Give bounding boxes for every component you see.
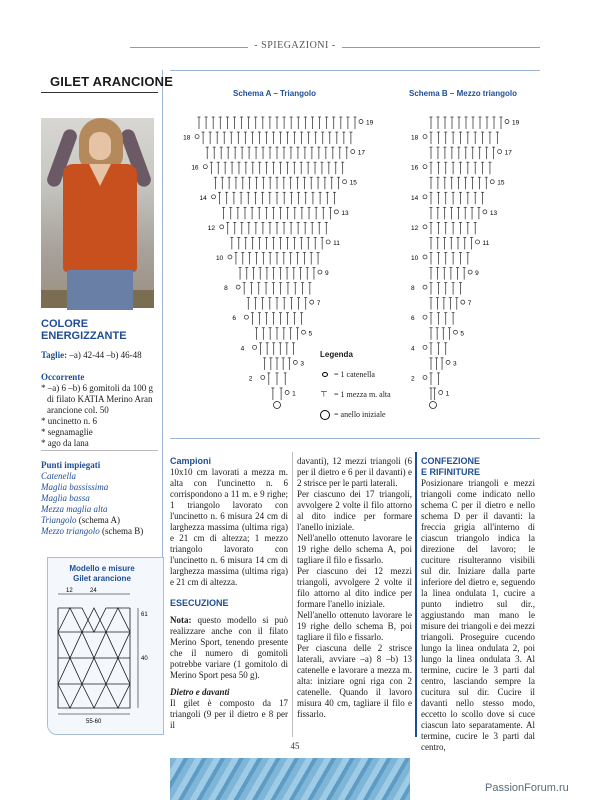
row-number: 14 (199, 194, 207, 202)
scheme-row (198, 117, 374, 129)
scheme-row (430, 147, 513, 159)
row-number: 7 (467, 300, 472, 308)
scheme-row (239, 268, 329, 280)
taglie: Taglie: –a) 42-44 –b) 46-48 (41, 350, 142, 360)
main-top-rule (170, 70, 540, 71)
scheme-row (411, 162, 491, 174)
measure-12: 12 (66, 588, 73, 594)
instructions-top-rule (170, 438, 540, 439)
row-number: 10 (411, 255, 419, 262)
section-header: - SPIEGAZIONI - (0, 40, 590, 51)
model-measures-title: Modello e misure Gilet arancione (69, 564, 135, 583)
model-photo (41, 118, 154, 308)
row-number: 6 (411, 315, 415, 323)
scheme-row (241, 343, 295, 355)
row-number: 11 (482, 239, 490, 247)
row-number: 15 (349, 179, 357, 187)
scheme-row (232, 313, 303, 325)
column-campioni: Campioni 10x10 cm lavorati a mezza m. alta con l'uncinetto n. 6 corrispondono a 11 m. e 9 righe; 1 triangolo lavorato con l'uncinetto n. 6 misura 24 cm di larghezza massima (ultima riga) e 21 cm di altezza; 1 mezzo triangolo lavorato con l'uncinetto n. 6 misura 14 cm di larghezza massima (ultima riga) e 21 cm di altezza. ESECUZIONE Nota: questo modello si può realizzare anche con il filato Merino Sport, tenendo presente che il numero di gomitoli potrebbe variare (1 gomitolo di Merino Sport pesa 50 g). Dietro e davanti Il gilet è composto da 17 triangoli (9 per il dietro e 8 per il (170, 456, 288, 730)
row-number: 14 (411, 194, 419, 202)
legend: Legenda = 1 catenella ┬ = 1 mezza m. alta = anello iniziale (320, 350, 391, 419)
row-number: 12 (411, 224, 419, 232)
watermark: PassionForum.ru (485, 782, 569, 794)
row-number: 18 (411, 134, 419, 142)
measure-55-60: 55-60 (86, 719, 102, 725)
scheme-row (206, 147, 366, 159)
row-number: 15 (497, 179, 505, 187)
scheme-row (249, 373, 287, 385)
row-number: 18 (183, 134, 191, 142)
row-number: 4 (240, 345, 245, 353)
pattern-title: GILET ARANCIONE (50, 74, 174, 89)
scheme-row (430, 237, 490, 249)
measure-61: 61 (141, 612, 148, 618)
row-number: 1 (292, 390, 296, 398)
scheme-row (411, 252, 469, 264)
scheme-row (216, 252, 320, 264)
scheme-row (411, 222, 477, 234)
scheme-row (430, 328, 465, 340)
scheme-row (200, 192, 336, 204)
row-number: 2 (248, 375, 253, 383)
column-triangoli: davanti), 12 mezzi triangoli (6 per il dietro e 6 per il davanti) e 2 strisce per le parti laterali. Per ciascuno dei 17 triangoli, avvolgere 2 volte il filo attorno al dito indice per formare l'anello iniziale. Nell'anello ottenuto lavorare le 19 righe dello schema A, poi tagliare il filo e fissarlo. Per ciascuno dei 12 mezzi triangoli, avvolgere 2 volte il filo attorno al dito indice per formare l'anello iniziale. Nell'anello ottenuto lavorare le 19 righe dello schema B, poi tagliare il filo e fissarlo. Per ciascuna delle 2 strisce laterali, avviare –a) 8 –b) 13 catenelle e lavorare a mezza m. alta: iniziare ogni riga con 2 catenelle. Quando il lavoro misura 40 cm, tagliare il filo e fissarlo. (297, 456, 412, 719)
scheme-row (191, 162, 344, 174)
row-number: 9 (475, 270, 479, 278)
scheme-row (430, 207, 498, 219)
scheme-row (430, 298, 472, 310)
row-number: 9 (324, 270, 329, 278)
scheme-row (230, 237, 340, 249)
row-number: 12 (207, 224, 215, 232)
title-rule (41, 92, 158, 93)
scheme-row (411, 343, 447, 355)
column-separator-accent (415, 452, 417, 737)
magic-ring (430, 402, 437, 409)
row-number: 8 (411, 285, 415, 293)
occorrente: Occorrente * –a) 6 –b) 6 gomitoli da 100 g di filato KATIA Merino Aran arancione col. 50 * uncinetto n. 6 * segnamaglie * ago da lana (41, 372, 153, 448)
row-number: 10 (215, 255, 224, 262)
scheme-row (411, 132, 499, 144)
row-number: 2 (411, 375, 415, 383)
measure-24: 24 (90, 588, 97, 594)
scheme-row (247, 298, 321, 310)
row-number: 3 (300, 360, 304, 368)
colore-heading: COLORE ENERGIZZANTE (41, 318, 127, 342)
punti-impiegati: Punti impiegati Catenella Maglia bassissima Maglia bassa Mezza maglia alta Triangolo (schema A) Mezzo triangolo (schema B) (41, 460, 144, 536)
scheme-row (214, 177, 357, 189)
row-number: 5 (460, 330, 465, 338)
magic-ring (274, 402, 281, 409)
row-number: 17 (504, 149, 512, 157)
scheme-row (271, 388, 296, 400)
scheme-row (208, 222, 328, 234)
page-number: 45 (290, 741, 300, 751)
yarn-swatch-image (170, 758, 410, 800)
schema-b-half-triangle (395, 100, 545, 420)
schema-b-title: Schema B – Mezzo triangolo (409, 89, 518, 98)
row-number: 5 (308, 330, 313, 338)
scheme-row (430, 177, 505, 189)
measure-40: 40 (141, 656, 148, 662)
row-number: 4 (411, 345, 415, 353)
scheme-row (411, 192, 484, 204)
row-number: 1 (445, 390, 450, 398)
row-number: 8 (224, 285, 228, 293)
row-number: 16 (411, 164, 419, 172)
row-number: 3 (453, 360, 457, 368)
schema-a-title: Schema A – Triangolo (233, 89, 316, 98)
garment-schematic (50, 588, 162, 725)
row-number: 16 (191, 164, 199, 172)
scheme-row (430, 117, 520, 129)
column-confezione: CONFEZIONE E RIFINITURE Posizionare triangoli e mezzi triangoli come indicato nello schema C per il dietro e nello schema D per il davanti: la freccia grigia all'interno di ciascun triangolo indica la direzione del lavoro; le cuciture risulteranno visibili sul dir. Iniziare dalla parte inferiore del dietro e, seguendo la linea ondulata 1, cucire a punto indietro sul dir., aggiustando man mano le misure dei triangoli e dei mezzi triangoli. Proseguire cucendo lungo la linea ondulata 2, poi lungo la linea ondulata 3. Al termine, cucire le 3 parti dal centro, lasciando sempre la cucitura sul dir. Cucire il davanti nello stesso modo, eccetto lo scollo dove si cuce ciascun lato separatamente. Al termine, cucire le 3 parti dal centro, (421, 456, 535, 752)
scheme-row (224, 283, 311, 295)
row-number: 13 (341, 209, 349, 217)
row-number: 6 (232, 315, 236, 323)
sidebar-rule (41, 450, 158, 451)
row-number: 19 (366, 119, 374, 127)
row-number: 17 (357, 149, 366, 157)
scheme-row (263, 358, 304, 370)
row-number: 13 (489, 209, 498, 217)
scheme-row (411, 313, 455, 325)
scheme-row (411, 283, 462, 295)
row-number: 11 (333, 239, 340, 247)
scheme-row (183, 132, 352, 144)
column-separator (292, 452, 293, 737)
scheme-row (430, 388, 450, 400)
scheme-row (411, 373, 440, 385)
scheme-row (255, 328, 313, 340)
scheme-row (222, 207, 349, 219)
scheme-row (430, 358, 458, 370)
row-number: 7 (316, 300, 321, 308)
scheme-row (430, 268, 480, 280)
row-number: 19 (512, 119, 520, 127)
